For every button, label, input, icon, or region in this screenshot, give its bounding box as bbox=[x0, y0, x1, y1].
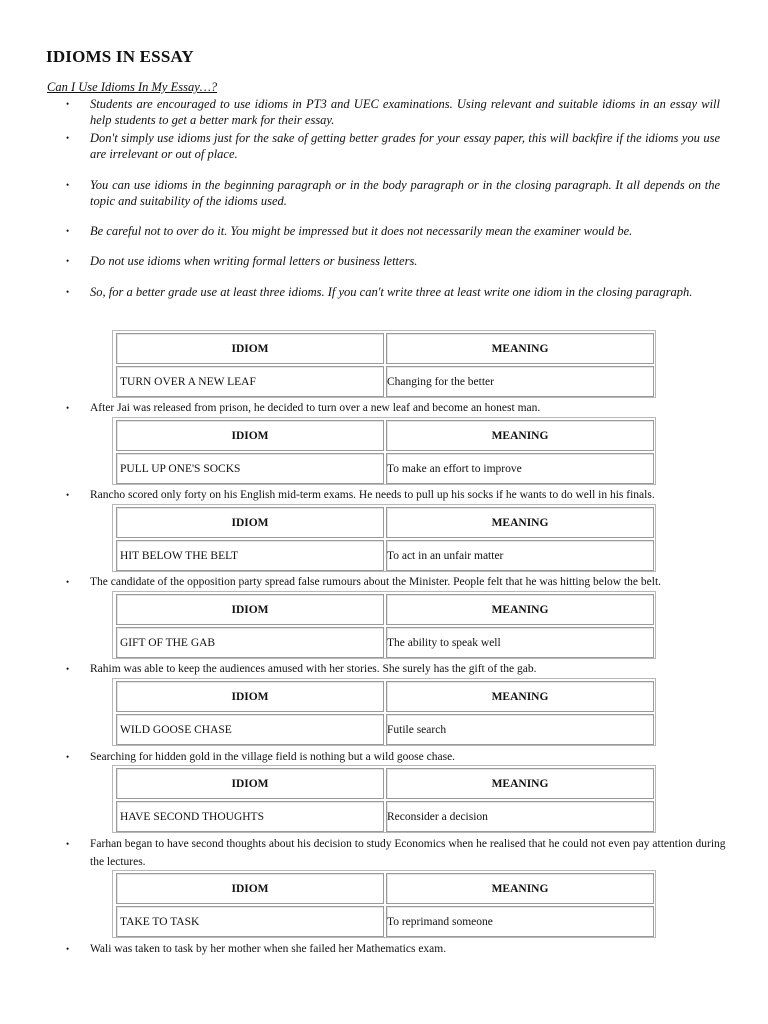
idiom-header: IDIOM bbox=[116, 873, 384, 904]
example-sentence: After Jai was released from prison, he decided to turn over a new leaf and become an honest man. bbox=[90, 402, 541, 414]
idiom-header: IDIOM bbox=[116, 333, 384, 364]
idiom-cell: PULL UP ONE'S SOCKS bbox=[116, 453, 384, 484]
example-sentence: Wali was taken to task by her mother when she failed her Mathematics exam. bbox=[90, 943, 447, 955]
idiom-table bbox=[112, 591, 656, 659]
meaning-header: MEANING bbox=[386, 594, 654, 625]
bullet-icon: • bbox=[66, 99, 70, 109]
meaning-header: MEANING bbox=[386, 768, 654, 799]
idiom-table bbox=[112, 765, 656, 833]
bullet-icon: • bbox=[66, 226, 70, 236]
meaning-cell: The ability to speak well bbox=[386, 627, 654, 658]
idiom-cell: HIT BELOW THE BELT bbox=[116, 540, 384, 571]
bullet-icon: • bbox=[66, 944, 70, 954]
bullet-icon: • bbox=[66, 133, 70, 143]
bullet-icon: • bbox=[66, 752, 70, 762]
idiom-header: IDIOM bbox=[116, 768, 384, 799]
bullet-icon: • bbox=[66, 256, 70, 266]
idiom-table bbox=[112, 417, 656, 485]
example-sentence: The candidate of the opposition party spread false rumours about the Minister. People felt that he was hitting below the belt. bbox=[90, 576, 662, 588]
idiom-header: IDIOM bbox=[116, 594, 384, 625]
idiom-cell: WILD GOOSE CHASE bbox=[116, 714, 384, 745]
bullet-icon: • bbox=[66, 287, 70, 297]
advice-item: Students are encouraged to use idioms in PT3 and UEC examinations. Using relevant and suitable idioms in an essay will help students to get a better mark for their essay. bbox=[90, 97, 720, 127]
idiom-table bbox=[112, 870, 656, 938]
page-title: IDIOMS IN ESSAY bbox=[46, 47, 194, 66]
section-subtitle: Can I Use Idioms In My Essay…? bbox=[47, 80, 218, 94]
bullet-icon: • bbox=[66, 180, 70, 190]
meaning-header: MEANING bbox=[386, 333, 654, 364]
meaning-cell: Reconsider a decision bbox=[386, 801, 654, 832]
idiom-header: IDIOM bbox=[116, 507, 384, 538]
advice-item: So, for a better grade use at least three idioms. If you can't write three at least write one idiom in the closing paragraph. bbox=[90, 285, 693, 299]
idiom-header: IDIOM bbox=[116, 681, 384, 712]
meaning-cell: To reprimand someone bbox=[386, 906, 654, 937]
bullet-icon: • bbox=[66, 403, 70, 413]
meaning-cell: Futile search bbox=[386, 714, 654, 745]
bullet-icon: • bbox=[66, 577, 70, 587]
example-sentence: Rahim was able to keep the audiences amused with her stories. She surely has the gift of the gab. bbox=[90, 663, 537, 675]
meaning-header: MEANING bbox=[386, 873, 654, 904]
idiom-table bbox=[112, 330, 656, 398]
idiom-cell: TAKE TO TASK bbox=[116, 906, 384, 937]
meaning-cell: To make an effort to improve bbox=[386, 453, 654, 484]
bullet-icon: • bbox=[66, 664, 70, 674]
idiom-cell: TURN OVER A NEW LEAF bbox=[116, 366, 384, 397]
idiom-cell: GIFT OF THE GAB bbox=[116, 627, 384, 658]
example-sentence: Searching for hidden gold in the village field is nothing but a wild goose chase. bbox=[90, 751, 456, 763]
example-sentence: Farhan began to have second thoughts about his decision to study Economics when he realised that he could not even pay attention during the lectures. bbox=[90, 838, 726, 868]
meaning-header: MEANING bbox=[386, 420, 654, 451]
advice-item: You can use idioms in the beginning paragraph or in the body paragraph or in the closing paragraph. It all depends on the topic and suitability of the idioms used. bbox=[90, 178, 720, 208]
idiom-header: IDIOM bbox=[116, 420, 384, 451]
bullet-icon: • bbox=[66, 490, 70, 500]
meaning-cell: Changing for the better bbox=[386, 366, 654, 397]
advice-item: Don't simply use idioms just for the sake of getting better grades for your essay paper, this will backfire if the idioms you use are irrelevant or out of place. bbox=[90, 131, 720, 161]
meaning-header: MEANING bbox=[386, 507, 654, 538]
idiom-table bbox=[112, 504, 656, 572]
bullet-icon: • bbox=[66, 839, 70, 849]
meaning-header: MEANING bbox=[386, 681, 654, 712]
example-sentence: Rancho scored only forty on his English mid-term exams. He needs to pull up his socks if he wants to do well in his finals. bbox=[90, 489, 655, 501]
meaning-cell: To act in an unfair matter bbox=[386, 540, 654, 571]
advice-item: Be careful not to over do it. You might be impressed but it does not necessarily mean the examiner would be. bbox=[90, 224, 633, 238]
advice-item: Do not use idioms when writing formal letters or business letters. bbox=[90, 254, 418, 268]
idiom-table bbox=[112, 678, 656, 746]
idiom-cell: HAVE SECOND THOUGHTS bbox=[116, 801, 384, 832]
